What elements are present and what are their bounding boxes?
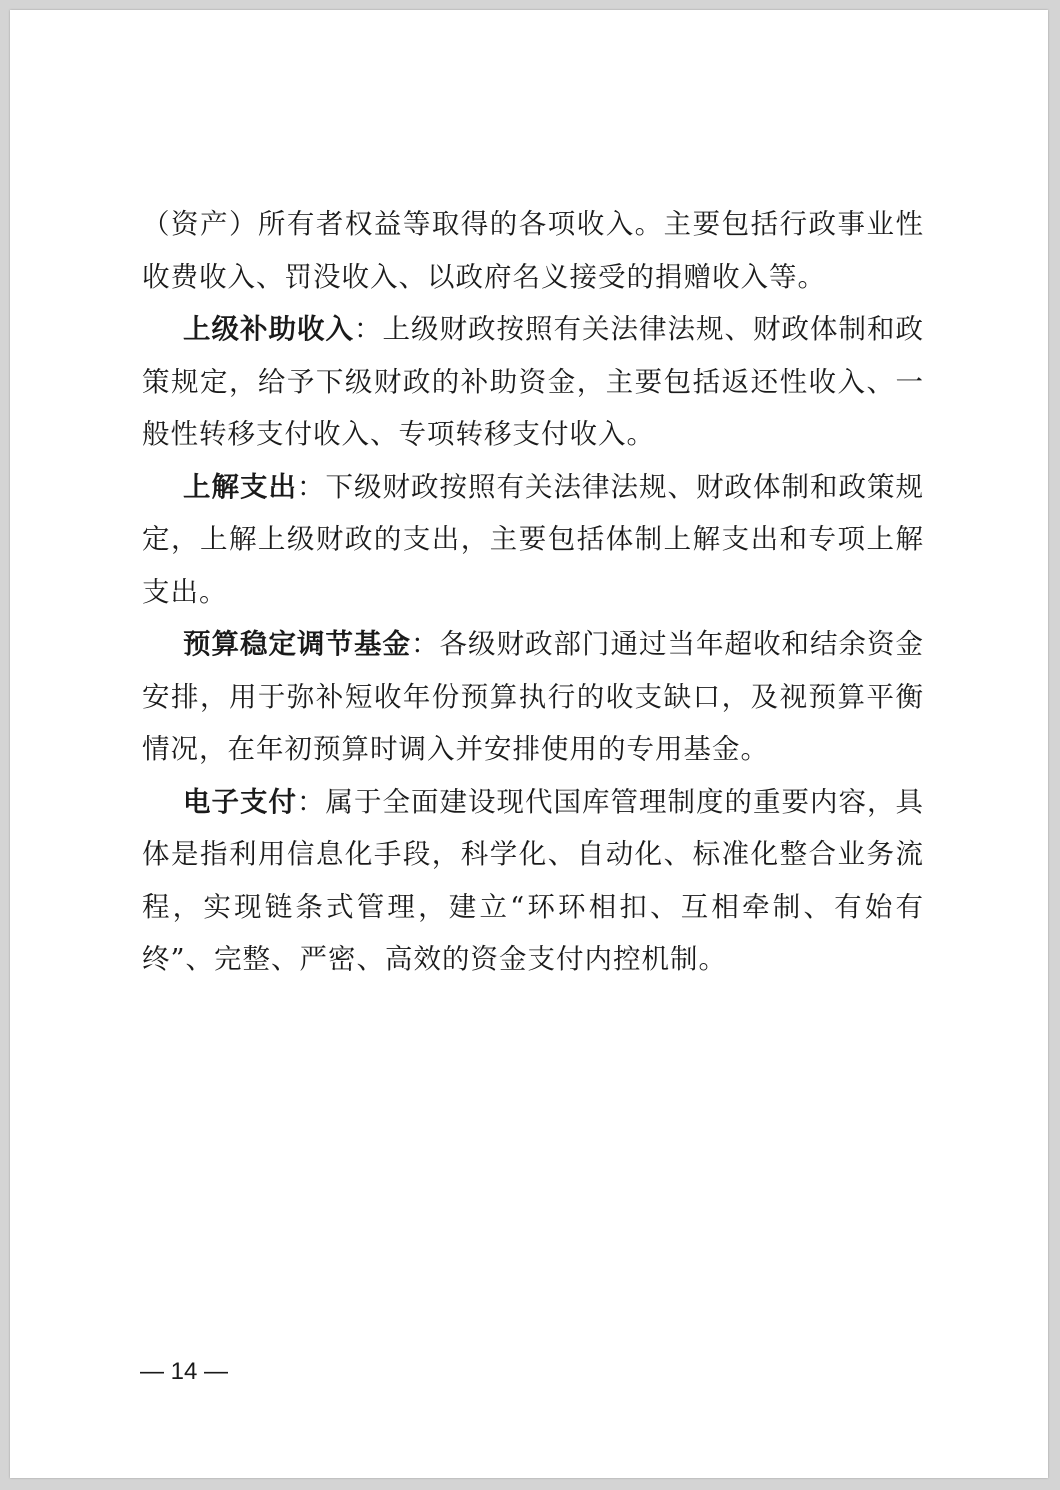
term-separator: ： <box>297 785 326 818</box>
paragraph-text: 上级财政按照有关法律法规、财政体制和政策规定，给予下级财政的补助资金，主要包括返还性收入、一般性转移支付收入、专项转移支付收入。 <box>142 313 924 450</box>
page-number: — 14 — <box>140 1358 229 1385</box>
term-heading: 上级补助收入 <box>183 313 354 345</box>
paragraph-text: 属于全面建设现代国库管理制度的重要内容，具体是指利用信息化手段，科学化、自动化、标准化整合业务流程，实现链条式管理，建立“环环相扣、互相牵制、有始有终”、完整、严密、高效的资金支付内控机制。 <box>142 785 924 975</box>
paragraph-definition-stabilization-fund <box>142 618 924 776</box>
term-separator: ： <box>354 313 383 345</box>
term-heading: 上解支出 <box>183 470 297 503</box>
paragraph-text: （资产）所有者权益等取得的各项收入。主要包括行政事业性收费收入、罚没收入、以政府名义接受的捐赠收入等。 <box>142 208 924 293</box>
paragraph-definition-electronic-payment <box>142 776 924 986</box>
term-heading: 预算稳定调节基金 <box>183 628 411 660</box>
body-text <box>142 198 924 986</box>
paragraph-definition-subsidy-income <box>142 303 924 461</box>
paragraph-text: 各级财政部门通过当年超收和结余资金安排，用于弥补短收年份预算执行的收支缺口，及视预算平衡情况，在年初预算时调入并安排使用的专用基金。 <box>142 628 924 765</box>
term-separator: ： <box>297 470 326 503</box>
term-heading: 电子支付 <box>183 785 297 818</box>
term-separator: ： <box>411 628 440 660</box>
paragraph-text: 下级财政按照有关法律法规、财政体制和政策规定，上解上级财政的支出，主要包括体制上解支出和专项上解支出。 <box>142 470 924 608</box>
paragraph-continuation <box>142 198 924 303</box>
paragraph-definition-remittance-expenditure <box>142 461 924 619</box>
